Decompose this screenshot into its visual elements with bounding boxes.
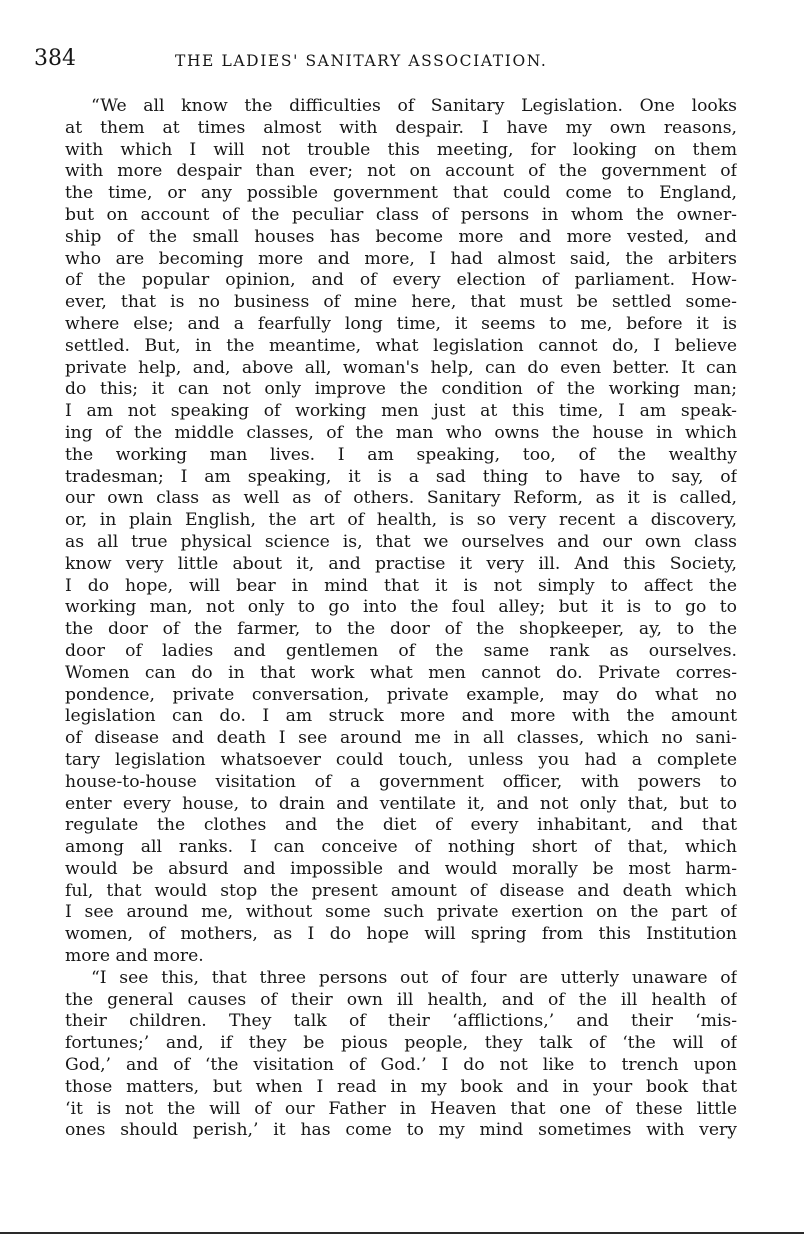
text-line: tary legislation whatsoever could touch, unless you had a complete	[65, 749, 737, 770]
text-line: working man, not only to go into the foul alley; but it is to go to	[65, 597, 737, 618]
text-line: “I see this, that three persons out of four are utterly unaware of	[91, 967, 737, 988]
text-line: or, in plain English, the art of health, is so very recent a discovery,	[65, 510, 737, 531]
text-line: I do hope, will bear in mind that it is not simply to affect the	[65, 575, 737, 596]
text-line: of disease and death I see around me in all classes, which no sani-	[65, 728, 737, 749]
text-line: tradesman; I am speaking, it is a sad thing to have to say, of	[65, 466, 737, 487]
text-line: ever, that is no business of mine here, that must be settled some-	[65, 292, 737, 313]
text-line: “We all know the difficulties of Sanitary Legislation. One looks	[91, 96, 737, 116]
text-line: would be absurd and impossible and would morally be most harm-	[65, 858, 737, 879]
text-line: door of ladies and gentlemen of the same rank as ourselves.	[65, 640, 737, 661]
text-line: ing of the middle classes, of the man who owns the house in which	[65, 422, 737, 443]
text-line: the working man lives. I am speaking, too, of the wealthy	[65, 444, 737, 465]
text-line: the door of the farmer, to the door of the shopkeeper, ay, to the	[65, 619, 737, 640]
text-line: the time, or any possible government that could come to England,	[65, 183, 737, 204]
text-line: know very little about it, and practise it very ill. And this Society,	[65, 553, 737, 574]
text-line: house-to-house visitation of a government officer, with powers to	[65, 771, 737, 792]
text-line: regulate the clothes and the diet of every inhabitant, and that	[65, 815, 737, 836]
running-title: THE LADIES' SANITARY ASSOCIATION.	[175, 52, 548, 70]
text-line: ‘it is not the will of our Father in Heaven that one of these little	[65, 1098, 737, 1119]
text-line: but on account of the peculiar class of persons in whom the owner-	[65, 204, 737, 225]
text-line: the general causes of their own ill health, and of the ill health of	[65, 989, 737, 1010]
text-line: with which I will not trouble this meeting, for looking on them	[65, 139, 737, 160]
text-line: I am not speaking of working men just at this time, I am speak-	[65, 401, 737, 422]
text-line: where else; and a fearfully long time, it seems to me, before it is	[65, 313, 737, 334]
text-line: God,’ and of ‘the visitation of God.’ I do not like to trench upon	[65, 1055, 737, 1076]
paragraph-2	[65, 968, 737, 1142]
text-line: fortunes;’ and, if they be pious people, they talk of ‘the will of	[65, 1033, 737, 1054]
text-line: with more despair than ever; not on account of the government of	[65, 161, 737, 182]
paragraph-1	[65, 96, 737, 968]
text-line: private help, and, above all, woman's help, can do even better. It can	[65, 357, 737, 378]
page-header	[34, 44, 774, 74]
body-text	[65, 96, 737, 1142]
text-line: as all true physical science is, that we ourselves and our own class	[65, 531, 737, 552]
text-line: legislation can do. I am struck more and more with the amount	[65, 706, 737, 727]
text-line: ones should perish,’ it has come to my mind sometimes with very	[65, 1120, 737, 1141]
text-line: enter every house, to drain and ventilate it, and not only that, but to	[65, 793, 737, 814]
text-line: their children. They talk of their ‘afflictions,’ and their ‘mis-	[65, 1011, 737, 1032]
text-line: pondence, private conversation, private example, may do what no	[65, 684, 737, 705]
text-line: at them at times almost with despair. I have my own reasons,	[65, 117, 737, 138]
text-line: do this; it can not only improve the condition of the working man;	[65, 379, 737, 400]
text-line: among all ranks. I can conceive of nothing short of that, which	[65, 837, 737, 858]
text-line: who are becoming more and more, I had almost said, the arbiters	[65, 248, 737, 269]
text-line: of the popular opinion, and of every election of parliament. How-	[65, 270, 737, 291]
text-line: women, of mothers, as I do hope will spring from this Institution	[65, 924, 737, 945]
text-line: those matters, but when I read in my book and in your book that	[65, 1076, 737, 1097]
text-line: Women can do in that work what men cannot do. Private corres-	[65, 662, 737, 683]
text-line: ship of the small houses has become more and more vested, and	[65, 226, 737, 247]
text-line: settled. But, in the meantime, what legislation cannot do, I believe	[65, 335, 737, 356]
text-line: more and more.	[65, 946, 204, 967]
page-number: 384	[34, 46, 76, 71]
text-line: I see around me, without some such private exertion on the part of	[65, 902, 737, 923]
text-line: our own class as well as of others. Sanitary Reform, as it is called,	[65, 488, 737, 509]
text-line: ful, that would stop the present amount of disease and death which	[65, 880, 737, 901]
bottom-rule	[0, 1232, 804, 1234]
